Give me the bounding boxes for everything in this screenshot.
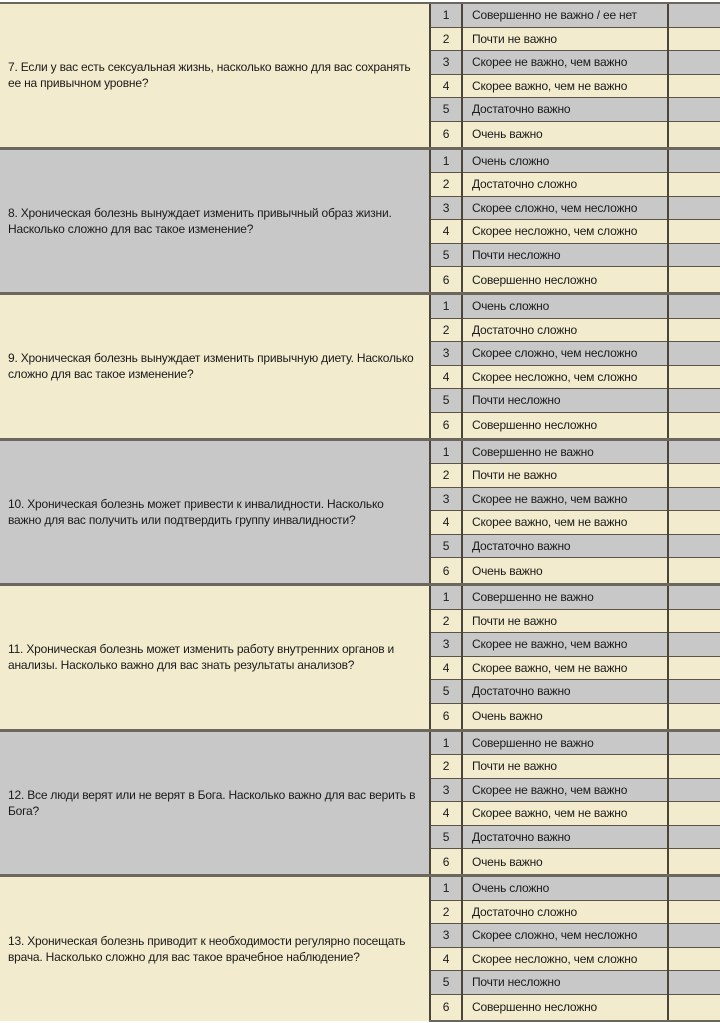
answer-checkbox-cell[interactable] [668, 318, 720, 342]
option-number: 1 [430, 439, 462, 464]
answer-checkbox-cell[interactable] [668, 294, 720, 319]
option-label: Достаточно важно [462, 825, 668, 849]
answer-checkbox-cell[interactable] [668, 609, 720, 633]
answer-checkbox-cell[interactable] [668, 389, 720, 413]
answer-row [0, 294, 720, 319]
answer-checkbox-cell[interactable] [668, 267, 720, 294]
option-number: 1 [430, 148, 462, 173]
answer-checkbox-cell[interactable] [668, 947, 720, 971]
answer-row [0, 148, 720, 173]
option-number: 6 [430, 412, 462, 439]
option-label: Совершенно не важно [462, 439, 668, 464]
option-number: 1 [430, 294, 462, 319]
option-number: 2 [430, 173, 462, 197]
option-number: 6 [430, 703, 462, 730]
option-label: Скорее не важно, чем важно [462, 633, 668, 657]
answer-checkbox-cell[interactable] [668, 876, 720, 901]
option-label: Почти не важно [462, 755, 668, 779]
answer-checkbox-cell[interactable] [668, 464, 720, 488]
option-label: Скорее не важно, чем важно [462, 487, 668, 511]
answer-row [0, 3, 720, 27]
option-number: 1 [430, 730, 462, 755]
answer-row [0, 876, 720, 901]
answer-row [0, 730, 720, 755]
question-text: 7. Если у вас есть сексуальная жизнь, насколько важно для вас сохранять ее на привычном уровне? [0, 3, 430, 148]
question-text: 8. Хроническая болезнь вынуждает изменить привычный образ жизни. Насколько сложно для вас такое изменение? [0, 148, 430, 294]
question-text: 11. Хроническая болезнь может изменить работу внутренних органов и анализы. Насколько важно для вас знать результаты анализов? [0, 585, 430, 731]
option-label: Скорее несложно, чем сложно [462, 947, 668, 971]
option-label: Скорее несложно, чем сложно [462, 365, 668, 389]
answer-checkbox-cell[interactable] [668, 98, 720, 122]
option-number: 3 [430, 924, 462, 948]
questionnaire-table [0, 2, 720, 1022]
answer-checkbox-cell[interactable] [668, 196, 720, 220]
option-number: 4 [430, 220, 462, 244]
answer-checkbox-cell[interactable] [668, 802, 720, 826]
answer-checkbox-cell[interactable] [668, 27, 720, 51]
answer-checkbox-cell[interactable] [668, 173, 720, 197]
answer-checkbox-cell[interactable] [668, 342, 720, 366]
answer-checkbox-cell[interactable] [668, 148, 720, 173]
option-number: 3 [430, 487, 462, 511]
option-number: 5 [430, 243, 462, 267]
option-number: 2 [430, 464, 462, 488]
answer-checkbox-cell[interactable] [668, 220, 720, 244]
option-number: 3 [430, 196, 462, 220]
option-number: 1 [430, 3, 462, 27]
option-number: 4 [430, 656, 462, 680]
answer-checkbox-cell[interactable] [668, 680, 720, 704]
option-number: 1 [430, 876, 462, 901]
option-label: Скорее сложно, чем несложно [462, 342, 668, 366]
answer-checkbox-cell[interactable] [668, 412, 720, 439]
answer-checkbox-cell[interactable] [668, 558, 720, 585]
option-number: 5 [430, 680, 462, 704]
answer-checkbox-cell[interactable] [668, 3, 720, 27]
question-text: 12. Все люди верят или не верят в Бога. Насколько важно для вас верить в Бога? [0, 730, 430, 876]
option-number: 3 [430, 342, 462, 366]
option-label: Скорее важно, чем не важно [462, 74, 668, 98]
answer-checkbox-cell[interactable] [668, 730, 720, 755]
answer-checkbox-cell[interactable] [668, 849, 720, 876]
option-label: Достаточно важно [462, 98, 668, 122]
option-label: Почти несложно [462, 389, 668, 413]
answer-row [0, 439, 720, 464]
option-label: Достаточно важно [462, 680, 668, 704]
answer-checkbox-cell[interactable] [668, 971, 720, 995]
option-number: 4 [430, 74, 462, 98]
option-label: Совершенно несложно [462, 267, 668, 294]
option-label: Скорее важно, чем не важно [462, 802, 668, 826]
answer-checkbox-cell[interactable] [668, 51, 720, 75]
option-label: Почти не важно [462, 464, 668, 488]
option-number: 3 [430, 633, 462, 657]
option-label: Очень важно [462, 849, 668, 876]
answer-checkbox-cell[interactable] [668, 585, 720, 610]
option-label: Совершенно несложно [462, 994, 668, 1021]
option-label: Скорее сложно, чем несложно [462, 196, 668, 220]
option-label: Совершенно не важно [462, 730, 668, 755]
option-label: Совершенно не важно / ее нет [462, 3, 668, 27]
answer-checkbox-cell[interactable] [668, 511, 720, 535]
option-label: Достаточно сложно [462, 173, 668, 197]
option-number: 2 [430, 900, 462, 924]
option-label: Скорее несложно, чем сложно [462, 220, 668, 244]
option-number: 2 [430, 609, 462, 633]
option-number: 2 [430, 318, 462, 342]
option-label: Очень важно [462, 558, 668, 585]
option-number: 3 [430, 51, 462, 75]
option-label: Совершенно несложно [462, 412, 668, 439]
option-label: Почти не важно [462, 609, 668, 633]
option-number: 5 [430, 971, 462, 995]
option-label: Достаточно сложно [462, 900, 668, 924]
answer-checkbox-cell[interactable] [668, 534, 720, 558]
option-number: 5 [430, 825, 462, 849]
option-label: Почти не важно [462, 27, 668, 51]
answer-checkbox-cell[interactable] [668, 924, 720, 948]
option-label: Почти несложно [462, 243, 668, 267]
option-label: Достаточно важно [462, 534, 668, 558]
option-number: 6 [430, 558, 462, 585]
option-number: 2 [430, 755, 462, 779]
question-text: 13. Хроническая болезнь приводит к необходимости регулярно посещать врача. Насколько сложно для вас такое врачебное наблюдение? [0, 876, 430, 1021]
answer-checkbox-cell[interactable] [668, 778, 720, 802]
option-label: Скорее не важно, чем важно [462, 51, 668, 75]
option-number: 4 [430, 365, 462, 389]
option-label: Скорее не важно, чем важно [462, 778, 668, 802]
answer-checkbox-cell[interactable] [668, 900, 720, 924]
option-label: Очень сложно [462, 148, 668, 173]
option-number: 4 [430, 802, 462, 826]
option-label: Совершенно не важно [462, 585, 668, 610]
option-number: 5 [430, 98, 462, 122]
answer-checkbox-cell[interactable] [668, 656, 720, 680]
answer-checkbox-cell[interactable] [668, 633, 720, 657]
option-number: 4 [430, 947, 462, 971]
option-number: 5 [430, 534, 462, 558]
answer-checkbox-cell[interactable] [668, 994, 720, 1021]
answer-checkbox-cell[interactable] [668, 487, 720, 511]
answer-checkbox-cell[interactable] [668, 703, 720, 730]
answer-checkbox-cell[interactable] [668, 74, 720, 98]
option-number: 2 [430, 27, 462, 51]
option-label: Почти несложно [462, 971, 668, 995]
option-label: Очень сложно [462, 294, 668, 319]
answer-checkbox-cell[interactable] [668, 121, 720, 148]
question-text: 9. Хроническая болезнь вынуждает изменить привычную диету. Насколько сложно для вас такое изменение? [0, 294, 430, 440]
option-label: Скорее важно, чем не важно [462, 511, 668, 535]
option-label: Достаточно сложно [462, 318, 668, 342]
option-number: 6 [430, 994, 462, 1021]
answer-checkbox-cell[interactable] [668, 825, 720, 849]
option-label: Скорее сложно, чем несложно [462, 924, 668, 948]
option-label: Очень сложно [462, 876, 668, 901]
question-text: 10. Хроническая болезнь может привести к инвалидности. Насколько важно для вас получить или подтвердить группу инвалидности? [0, 439, 430, 585]
option-label: Очень важно [462, 703, 668, 730]
answer-row [0, 585, 720, 610]
answer-checkbox-cell[interactable] [668, 439, 720, 464]
option-number: 3 [430, 778, 462, 802]
answer-checkbox-cell[interactable] [668, 365, 720, 389]
option-number: 4 [430, 511, 462, 535]
option-label: Очень важно [462, 121, 668, 148]
answer-checkbox-cell[interactable] [668, 755, 720, 779]
option-number: 6 [430, 849, 462, 876]
option-number: 6 [430, 121, 462, 148]
option-label: Скорее важно, чем не важно [462, 656, 668, 680]
option-number: 5 [430, 389, 462, 413]
option-number: 1 [430, 585, 462, 610]
answer-checkbox-cell[interactable] [668, 243, 720, 267]
option-number: 6 [430, 267, 462, 294]
